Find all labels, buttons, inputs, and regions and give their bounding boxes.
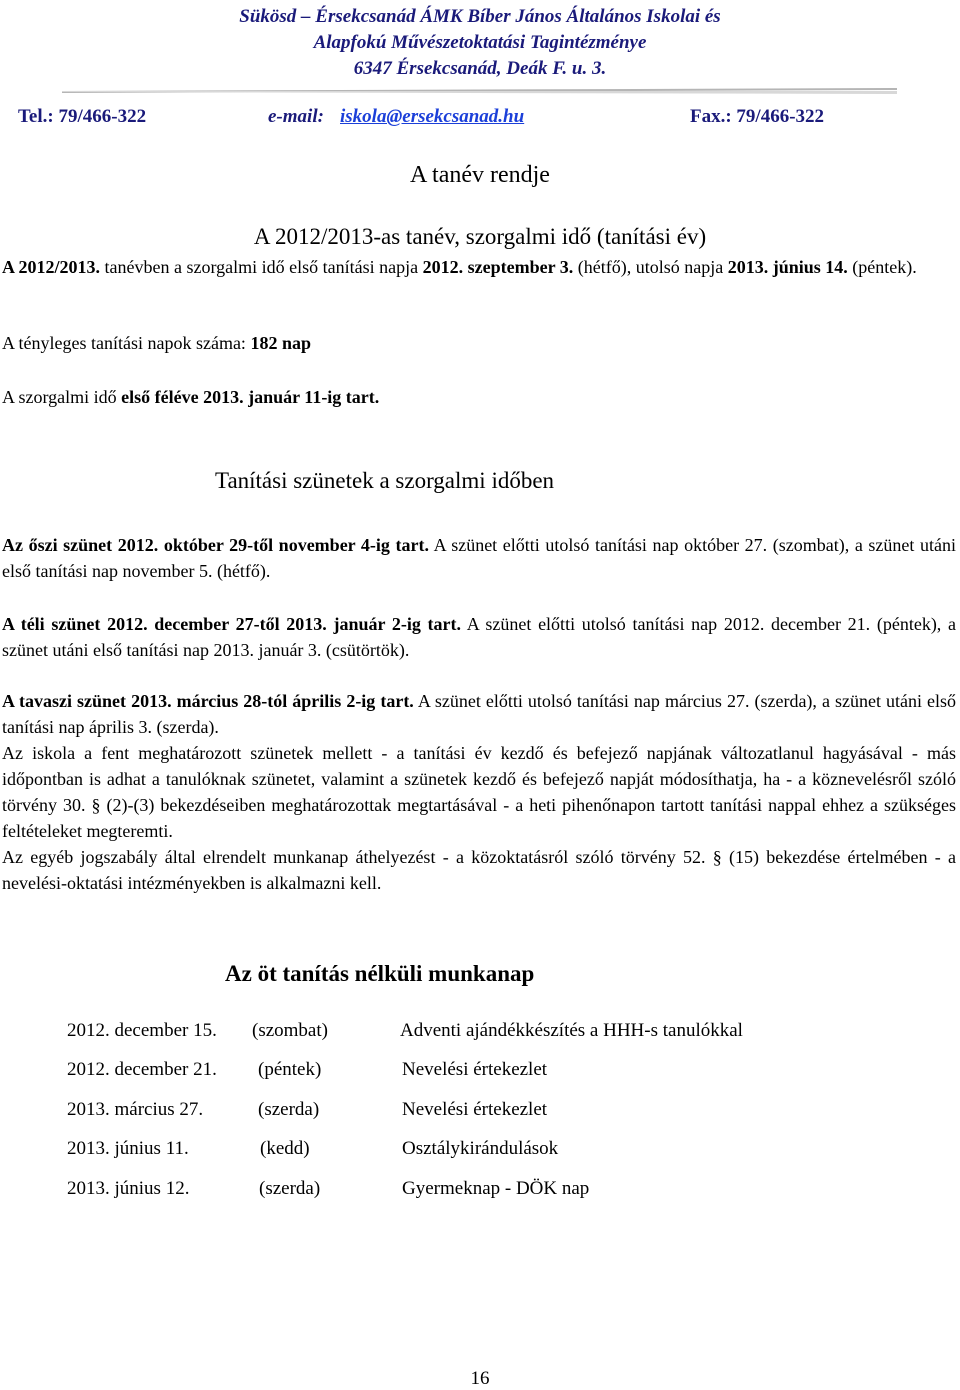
- header-email-link[interactable]: iskola@ersekcsanad.hu: [340, 106, 525, 127]
- page-number: 16: [470, 1368, 490, 1389]
- header-email-label: e-mail:: [268, 106, 324, 127]
- workday-date: 2012. december 15.: [67, 1020, 217, 1041]
- page-title: A tanév rendje: [410, 162, 550, 188]
- first-semester-label: A szorgalmi idő: [2, 387, 122, 407]
- workday-event: Nevelési értekezlet: [402, 1099, 548, 1120]
- intro-start-year: A 2012/2013.: [2, 257, 101, 277]
- header-school-name-line1: Sükösd – Érsekcsanád ÁMK Bíber János Általános Iskolai és: [239, 6, 721, 27]
- workday-date: 2013. március 27.: [67, 1099, 204, 1120]
- workday-event: Adventi ajándékkészítés a HHH-s tanulókkal: [400, 1020, 743, 1041]
- workday-transfer-paragraph: Az egyéb jogszabály által elrendelt munkanap áthelyezést - a közoktatásról szóló törvény 52. § (15) bekezdése értelmében - a nevelési-oktatási intézményekben is alkalmazni kell.: [2, 847, 956, 893]
- spring-break-dates: A tavaszi szünet 2013. március 28-tól április 2-ig tart.: [2, 691, 414, 711]
- winter-break: [2, 611, 956, 663]
- workday-event: Gyermeknap - DÖK nap: [402, 1178, 590, 1199]
- intro-last-day: 2013. június 14.: [727, 257, 848, 277]
- workday-date: 2012. december 21.: [67, 1059, 217, 1080]
- workday-event: Nevelési értekezlet: [402, 1059, 548, 1080]
- first-semester-line: [2, 384, 956, 410]
- header-address: 6347 Érsekcsanád, Deák F. u. 3.: [353, 58, 607, 79]
- section-subtitle: A 2012/2013-as tanév, szorgalmi idő (tanítási év): [253, 224, 707, 249]
- workdays-heading: Az öt tanítás nélküli munkanap: [225, 961, 535, 986]
- header-tel: Tel.: 79/466-322: [18, 106, 147, 127]
- workday-weekday: (szerda): [259, 1178, 321, 1199]
- teaching-days-label: A tényleges tanítási napok száma:: [2, 333, 251, 353]
- intro-text-3: (péntek).: [847, 257, 917, 277]
- workday-date: 2013. június 11.: [67, 1138, 189, 1159]
- school-breaks-paragraph: Az iskola a fent meghatározott szünetek mellett - a tanítási év kezdő és befejező napjának változatlanul hagyásával - más időpontban is adhat a tanulóknak szünetet, valamint a szünetek kezdő és befejező napját módosíthatja, ha - a köznevelésről szóló törvény 30. § (2)-(3) bekezdéseiben meghatározottak megtartásával - a heti pihenőnapon tartott tanítási nappal ehhez a szükséges feltételeket megteremti.: [2, 743, 956, 841]
- intro-text-1: tanévben a szorgalmi idő első tanítási napja: [100, 257, 423, 277]
- first-semester-value: első féléve 2013. január 11-ig tart.: [121, 387, 380, 407]
- header-fax: Fax.: 79/466-322: [690, 106, 825, 127]
- winter-break-details: A szünet előtti utolsó tanítási nap 2012. december 21. (péntek), a szünet utáni első tanítási nap 2013. január 3. (csütörtök).: [2, 614, 956, 660]
- teaching-days-value: 182 nap: [250, 333, 311, 353]
- workday-weekday: (szombat): [252, 1020, 328, 1041]
- header-school-name-line2: Alapfokú Művészetoktatási Tagintézménye: [313, 32, 647, 53]
- workday-weekday: (szerda): [258, 1099, 320, 1120]
- teaching-days-line: [2, 330, 956, 356]
- autumn-break-dates: Az őszi szünet 2012. október 29-től november 4-ig tart.: [2, 535, 429, 555]
- winter-break-dates: A téli szünet 2012. december 27-től 2013. január 2-ig tart.: [2, 614, 461, 634]
- workday-weekday: (péntek): [258, 1059, 322, 1080]
- header-divider: [62, 87, 897, 95]
- autumn-break: [2, 532, 956, 584]
- intro-first-day: 2012. szeptember 3.: [422, 257, 574, 277]
- workday-event: Osztálykirándulások: [402, 1138, 559, 1159]
- breaks-heading: Tanítási szünetek a szorgalmi időben: [215, 468, 555, 493]
- workday-date: 2013. június 12.: [67, 1178, 190, 1199]
- spring-break: [2, 688, 956, 740]
- spring-break-details: A szünet előtti utolsó tanítási nap március 27. (szerda), a szünet utáni első tanítási nap április 3. (szerda).: [2, 691, 956, 737]
- intro-text-2: (hétfő), utolsó napja: [573, 257, 728, 277]
- intro-paragraph: [2, 254, 956, 280]
- autumn-break-details: A szünet előtti utolsó tanítási nap október 27. (szombat), a szünet utáni első tanítási nap november 5. (hétfő).: [2, 535, 956, 581]
- workday-weekday: (kedd): [260, 1138, 310, 1159]
